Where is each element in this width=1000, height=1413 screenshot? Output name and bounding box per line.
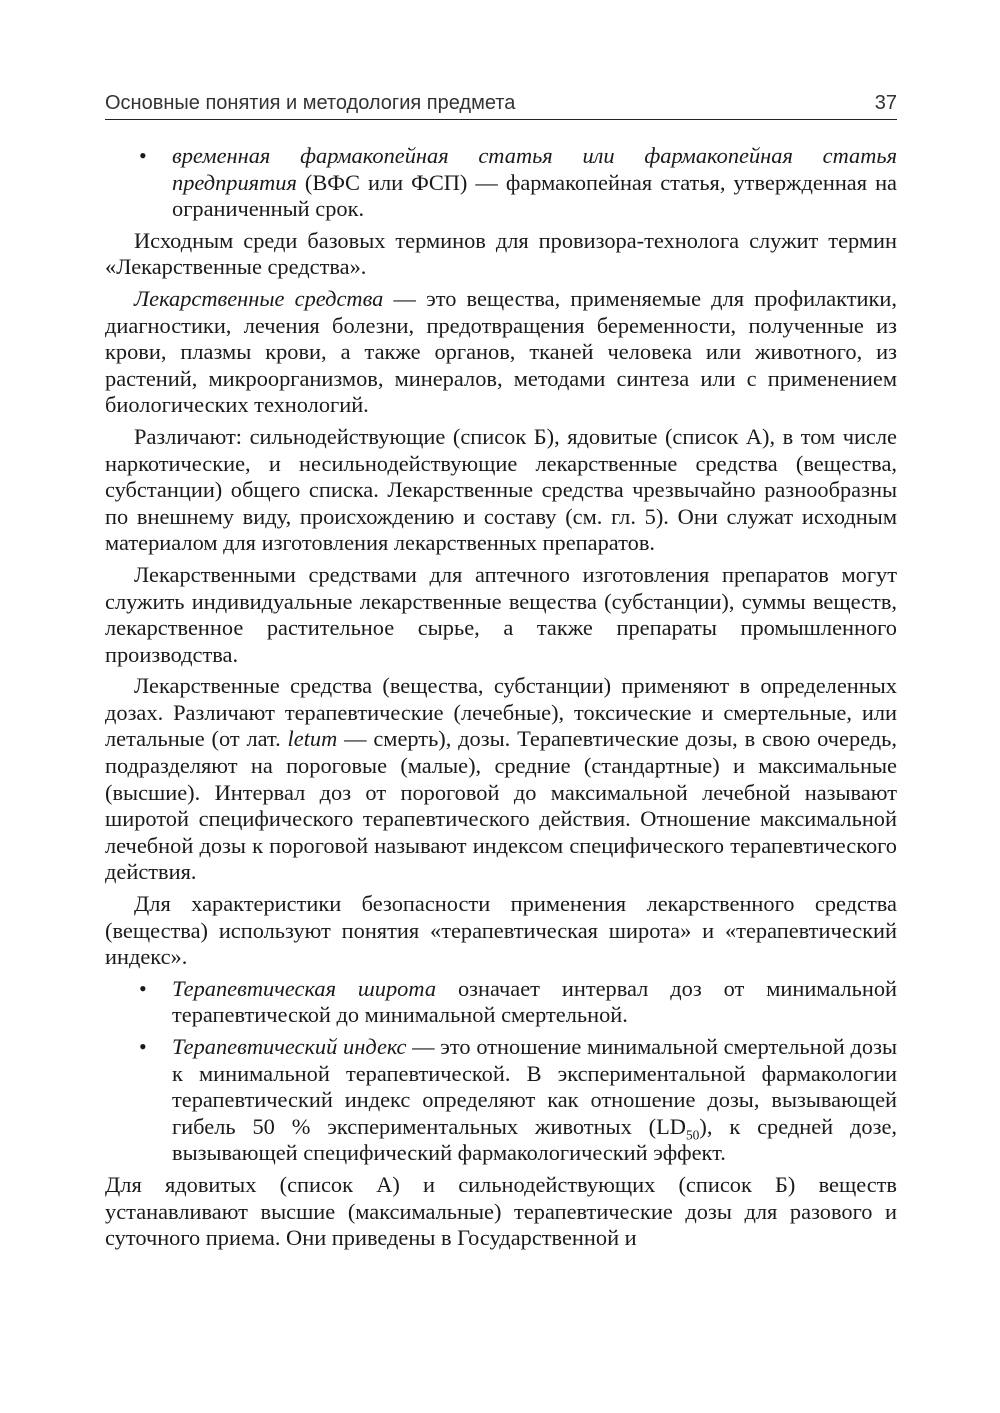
definition-therapeutic-width: означает интервал доз от минимальной терапевтической до минимальной смертельной. (172, 975, 898, 1028)
bullet-icon: • (139, 143, 147, 168)
running-header (105, 92, 897, 120)
term-therapeutic-width: Терапевтическая широта (172, 975, 437, 1001)
bullet-list-fsp (105, 143, 897, 223)
list-item (105, 1034, 897, 1167)
paragraph-final: Для ядовитых (список А) и сильнодействующих (список Б) веществ устанавливают высшие (максимальные) терапевтические дозы для разового и суточного приема. Они приведены в Государственной и (105, 1171, 897, 1251)
list-item (105, 976, 897, 1029)
paragraph-safety: Для характеристики безопасности применения лекарственного средства (вещества) используют понятия «терапевтическая широта» и «терапевтический индекс». (105, 891, 897, 970)
definition-medicines: — это вещества, применяемые для профилактики, диагностики, лечения болезни, предотвращения беременности, полученные из крови, плазмы крови, а также органов, тканей человека или животного, из растений, микроорганизмов, минералов, методами синтеза или с применением биологических технологий. (105, 285, 897, 418)
paragraph-lists: Различают: сильнодействующие (список Б), ядовитые (список А), в том числе наркотические, и несильнодействующие лекарственные средства (вещества, субстанции) общего списка. Лекарственные средства чрезвычайно разнообразны по внешнему виду, происхождению и составу (см. гл. 5). Они служат исходным материалом для изготовления лекарственных препаратов. (105, 423, 897, 556)
ld-subscript: 50 (685, 1127, 700, 1143)
paragraph-pharmacy: Лекарственными средствами для аптечного изготовления препаратов могут служить индивидуальные лекарственные вещества (субстанции), суммы веществ, лекарственное растительное сырье, а также препараты промышленного производства. (105, 561, 897, 667)
page-number: 37 (874, 92, 897, 114)
section-title: Основные понятия и методология предмета (105, 92, 516, 114)
bullet-icon: • (139, 1034, 147, 1059)
term-medicines: Лекарственные средства (134, 285, 384, 311)
definition-fsp: (ВФС или ФСП) — фармакопейная статья, утвержденная на ограниченный срок. (172, 169, 897, 222)
latin-term: letum (287, 726, 338, 752)
term-fsp: временная фармакопейная статья или фармакопейная статья предприятия (172, 143, 897, 195)
paragraph-doses (105, 673, 897, 886)
paragraph-intro: Исходным среди базовых терминов для провизора-технолога служит термин «Лекарственные средства». (105, 227, 897, 280)
term-therapeutic-index: Терапевтический индекс (172, 1034, 407, 1059)
paragraph-definition (105, 286, 897, 419)
definition-index-after: ), к средней дозе, вызывающей специфический фармакологический эффект. (172, 1113, 897, 1166)
body-text (105, 143, 897, 1252)
doses-text-after: — смерть), дозы. Терапевтические дозы, в свою очередь, подразделяют на пороговые (малые), средние (стандартные) и максимальные (высшие). Интервал доз от пороговой до максимальной лечебной называют широтой специфического терапевтического действия. Отношение максимальной лечебной дозы к пороговой называют индексом специфического терапевтического действия. (105, 726, 897, 885)
doses-text-before: Лекарственные средства (вещества, субстанции) применяют в определенных дозах. Различают терапевтические (лечебные), токсические и смертельные, или летальные (от лат. (105, 673, 897, 752)
bullet-icon: • (139, 975, 147, 1001)
list-item (105, 143, 897, 223)
bullet-list-therapeutic (105, 976, 897, 1167)
book-page (105, 92, 897, 1257)
definition-index-before: — это отношение минимальной смертельной дозы к минимальной терапевтической. В экспериментальной фармакологии терапевтический индекс определяют как отношение дозы, вызывающей гибель 50 % экспериментальных животных (LD (172, 1034, 897, 1139)
